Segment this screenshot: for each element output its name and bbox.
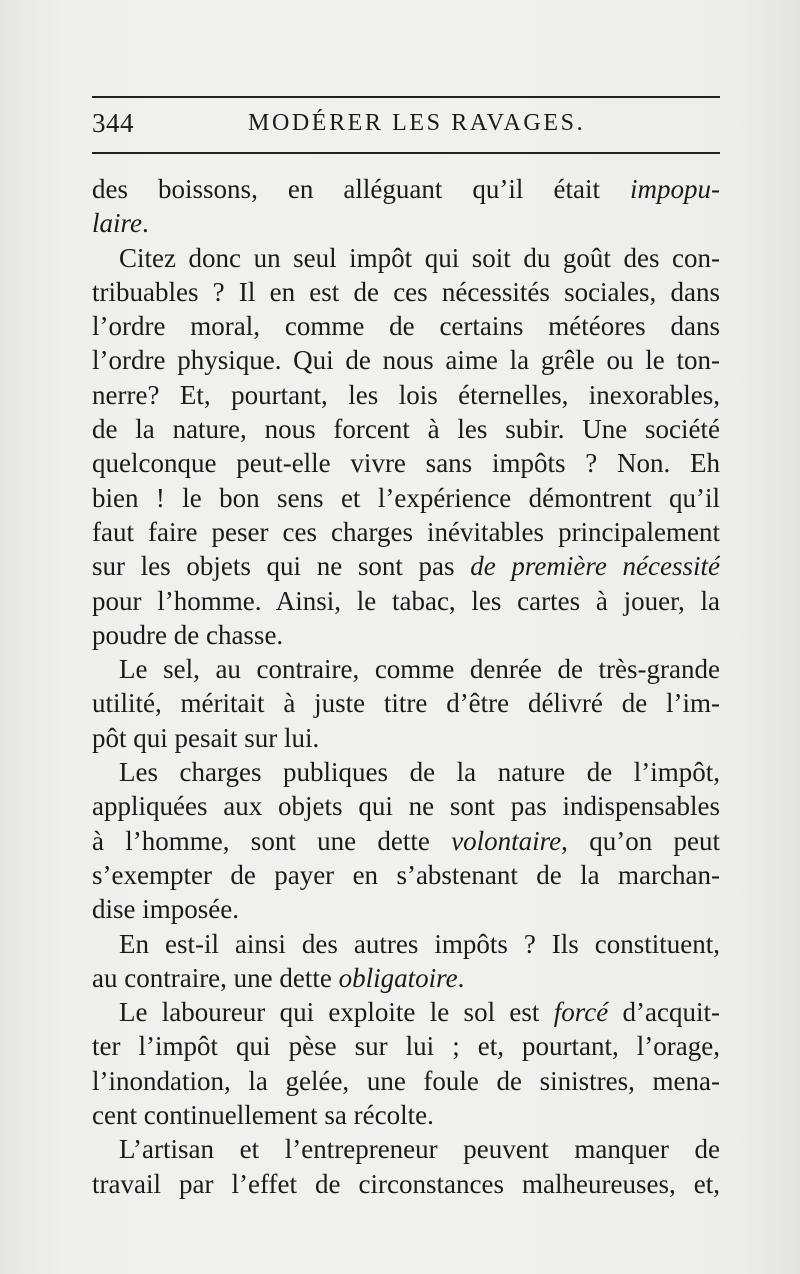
text-line: laire.: [92, 208, 149, 239]
header-rule-top: [92, 96, 720, 98]
paragraph-start-line: Le sel, au contraire, comme denrée de très-grande: [119, 654, 720, 685]
text-line: nerre? Et, pourtant, les lois éternelles, inexorables,: [92, 379, 720, 410]
text-line: utilité, méritait à juste titre d’être délivré de l’im-: [92, 688, 720, 719]
text-line: quelconque peut-elle vivre sans impôts ? Non. Eh: [92, 448, 720, 479]
text-line: ter l’impôt qui pèse sur lui ; et, pourtant, l’orage,: [92, 1031, 720, 1062]
paragraph-start-line: Citez donc un seul impôt qui soit du goût des con-: [119, 242, 720, 273]
text-line: à l’homme, sont une dette volontaire, qu’on peut: [92, 825, 720, 856]
text-line: l’inondation, la gelée, une foule de sinistres, mena-: [92, 1065, 720, 1096]
text-line: poudre de chasse.: [92, 619, 284, 650]
running-head: MODÉRER LES RAVAGES.: [248, 110, 586, 136]
text-line: des boissons, en alléguant qu’il était impopu-: [92, 174, 720, 204]
text-line: dise imposée.: [92, 894, 239, 925]
paragraph-start-line: En est-il ainsi des autres impôts ? Ils constituent,: [119, 928, 720, 959]
text-line: pour l’homme. Ainsi, le tabac, les cartes à jouer, la: [92, 585, 720, 616]
text-line: bien ! le bon sens et l’expérience démontrent qu’il: [92, 482, 720, 513]
page-number: 344: [92, 108, 134, 138]
text-line: cent continuellement sa récolte.: [92, 1100, 434, 1131]
text-line: de la nature, nous forcent à les subir. Une société: [92, 414, 720, 445]
text-line: faut faire peser ces charges inévitables principalement: [92, 516, 720, 547]
text-line: s’exempter de payer en s’abstenant de la marchan-: [92, 859, 720, 890]
body-text: [92, 172, 720, 1201]
text-line: sur les objets qui ne sont pas de première nécessité: [92, 551, 720, 582]
text-line: pôt qui pesait sur lui.: [92, 722, 320, 753]
paragraph-start-line: Les charges publiques de la nature de l’impôt,: [119, 757, 720, 788]
page-header: [92, 106, 720, 146]
text-line: au contraire, une dette obligatoire.: [92, 962, 465, 993]
paragraph-start-line: L’artisan et l’entrepreneur peuvent manquer de: [119, 1134, 720, 1165]
header-rule-bottom: [92, 152, 720, 154]
text-line: appliquées aux objets qui ne sont pas indispensables: [92, 791, 720, 822]
text-line: tribuables ? Il en est de ces nécessités sociales, dans: [92, 276, 720, 307]
text-line: l’ordre physique. Qui de nous aime la grêle ou le ton-: [92, 345, 720, 376]
text-line: travail par l’effet de circonstances malheureuses, et,: [92, 1168, 720, 1199]
text-line: l’ordre moral, comme de certains météores dans: [92, 311, 720, 342]
paragraph-start-line: Le laboureur qui exploite le sol est forcé d’acquit-: [119, 997, 720, 1028]
